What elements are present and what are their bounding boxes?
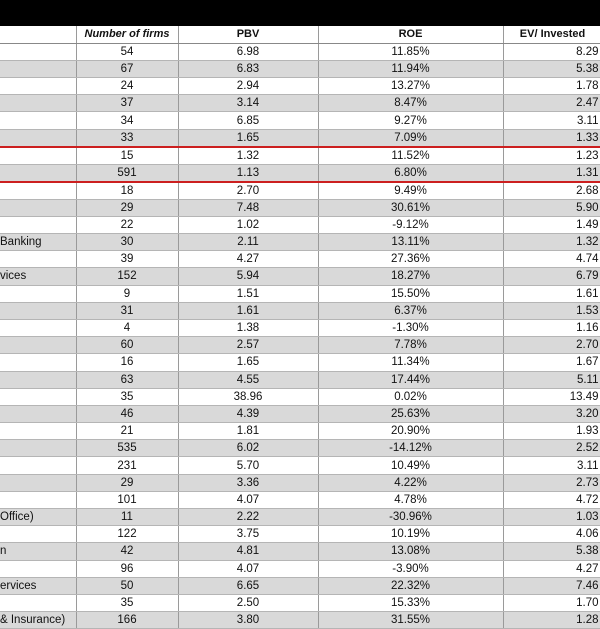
firms-cell: 60: [76, 337, 178, 354]
ev-invested-cell: 8.29: [503, 43, 600, 60]
table-row: [0, 251, 600, 268]
pbv-cell: 1.61: [178, 302, 318, 319]
table-row: [0, 147, 600, 165]
industry-cell: [0, 164, 76, 182]
roe-cell: 30.61%: [318, 199, 503, 216]
table-row: [0, 594, 600, 611]
ev-invested-cell: 1.32: [503, 234, 600, 251]
industry-cell: [0, 182, 76, 200]
firms-cell: 122: [76, 526, 178, 543]
industry-cell: [0, 560, 76, 577]
roe-cell: 4.78%: [318, 491, 503, 508]
roe-cell: 17.44%: [318, 371, 503, 388]
firms-cell: 33: [76, 129, 178, 147]
table-row: [0, 560, 600, 577]
industry-cell: [0, 199, 76, 216]
ev-invested-cell: 5.11: [503, 371, 600, 388]
industry-cell: [0, 594, 76, 611]
pbv-cell: 4.55: [178, 371, 318, 388]
roe-cell: -1.30%: [318, 319, 503, 336]
table-row: [0, 543, 600, 560]
table-row: [0, 319, 600, 336]
ev-invested-cell: 1.31: [503, 164, 600, 182]
table-row: [0, 78, 600, 95]
industry-cell: [0, 474, 76, 491]
firms-cell: 46: [76, 405, 178, 422]
pbv-cell: 3.75: [178, 526, 318, 543]
firms-cell: 31: [76, 302, 178, 319]
roe-cell: 11.34%: [318, 354, 503, 371]
table-row: [0, 234, 600, 251]
industry-cell: [0, 129, 76, 147]
industry-cell: [0, 251, 76, 268]
table-row: [0, 577, 600, 594]
industry-cell: & Insurance): [0, 612, 76, 629]
roe-cell: 10.19%: [318, 526, 503, 543]
pbv-cell: 5.94: [178, 268, 318, 285]
industry-cell: [0, 147, 76, 165]
ev-invested-cell: 1.16: [503, 319, 600, 336]
roe-cell: 4.22%: [318, 474, 503, 491]
firms-cell: 63: [76, 371, 178, 388]
table-row: [0, 199, 600, 216]
pbv-cell: 6.02: [178, 440, 318, 457]
firms-cell: 50: [76, 577, 178, 594]
firms-cell: 29: [76, 199, 178, 216]
table-row: [0, 337, 600, 354]
ev-invested-cell: 13.49: [503, 388, 600, 405]
header-ev-invested: EV/ Invested: [503, 26, 600, 43]
ev-invested-cell: 4.27: [503, 560, 600, 577]
firms-cell: 11: [76, 509, 178, 526]
table-row: [0, 268, 600, 285]
ev-invested-cell: 1.61: [503, 285, 600, 302]
industry-cell: ervices: [0, 577, 76, 594]
firms-cell: 29: [76, 474, 178, 491]
table-row: [0, 474, 600, 491]
header-row: [0, 26, 600, 43]
pbv-cell: 1.13: [178, 164, 318, 182]
pbv-cell: 2.94: [178, 78, 318, 95]
industry-cell: vices: [0, 268, 76, 285]
header-roe: ROE: [318, 26, 503, 43]
roe-cell: 25.63%: [318, 405, 503, 422]
pbv-cell: 3.80: [178, 612, 318, 629]
roe-cell: 11.52%: [318, 147, 503, 165]
roe-cell: 7.09%: [318, 129, 503, 147]
industry-cell: [0, 440, 76, 457]
ev-invested-cell: 7.46: [503, 577, 600, 594]
table-row: [0, 371, 600, 388]
roe-cell: 13.08%: [318, 543, 503, 560]
pbv-cell: 1.02: [178, 216, 318, 233]
pbv-cell: 38.96: [178, 388, 318, 405]
industry-cell: [0, 60, 76, 77]
pbv-cell: 4.07: [178, 491, 318, 508]
pbv-cell: 2.57: [178, 337, 318, 354]
table-row: [0, 440, 600, 457]
firms-cell: 535: [76, 440, 178, 457]
roe-cell: 0.02%: [318, 388, 503, 405]
industry-cell: [0, 337, 76, 354]
table-row: [0, 112, 600, 129]
table-row: [0, 285, 600, 302]
ev-invested-cell: 1.67: [503, 354, 600, 371]
industry-cell: Banking: [0, 234, 76, 251]
ev-invested-cell: 3.11: [503, 112, 600, 129]
ev-invested-cell: 1.93: [503, 423, 600, 440]
pbv-cell: 2.50: [178, 594, 318, 611]
pbv-cell: 4.39: [178, 405, 318, 422]
pbv-cell: 6.85: [178, 112, 318, 129]
roe-cell: 9.49%: [318, 182, 503, 200]
roe-cell: 13.27%: [318, 78, 503, 95]
firms-cell: 35: [76, 388, 178, 405]
ev-invested-cell: 2.52: [503, 440, 600, 457]
header-number-of-firms: Number of firms: [76, 26, 178, 43]
table-row: [0, 388, 600, 405]
roe-cell: 31.55%: [318, 612, 503, 629]
firms-cell: 54: [76, 43, 178, 60]
firms-cell: 34: [76, 112, 178, 129]
ev-invested-cell: 5.38: [503, 60, 600, 77]
industry-cell: [0, 78, 76, 95]
roe-cell: 11.85%: [318, 43, 503, 60]
pbv-cell: 1.51: [178, 285, 318, 302]
ev-invested-cell: 2.47: [503, 95, 600, 112]
firms-cell: 37: [76, 95, 178, 112]
top-dark-bar: [0, 0, 600, 26]
ev-invested-cell: 1.33: [503, 129, 600, 147]
firms-cell: 22: [76, 216, 178, 233]
firms-cell: 101: [76, 491, 178, 508]
pbv-cell: 1.32: [178, 147, 318, 165]
pbv-cell: 2.70: [178, 182, 318, 200]
industry-cell: [0, 43, 76, 60]
ev-invested-cell: 5.38: [503, 543, 600, 560]
ev-invested-cell: 6.79: [503, 268, 600, 285]
industry-cell: [0, 457, 76, 474]
table-row: [0, 457, 600, 474]
table-row: [0, 612, 600, 629]
roe-cell: 6.80%: [318, 164, 503, 182]
ev-invested-cell: 1.78: [503, 78, 600, 95]
roe-cell: -3.90%: [318, 560, 503, 577]
roe-cell: 22.32%: [318, 577, 503, 594]
roe-cell: 20.90%: [318, 423, 503, 440]
pbv-cell: 4.27: [178, 251, 318, 268]
industry-cell: n: [0, 543, 76, 560]
table-row: [0, 164, 600, 182]
roe-cell: 10.49%: [318, 457, 503, 474]
pbv-cell: 6.65: [178, 577, 318, 594]
industry-cell: [0, 491, 76, 508]
pbv-cell: 2.22: [178, 509, 318, 526]
industry-cell: [0, 526, 76, 543]
pbv-cell: 5.70: [178, 457, 318, 474]
ev-invested-cell: 1.70: [503, 594, 600, 611]
ev-invested-cell: 2.70: [503, 337, 600, 354]
firms-cell: 24: [76, 78, 178, 95]
valuation-table: [0, 26, 600, 629]
industry-cell: Office): [0, 509, 76, 526]
table-row: [0, 509, 600, 526]
table-row: [0, 60, 600, 77]
pbv-cell: 2.11: [178, 234, 318, 251]
roe-cell: 15.33%: [318, 594, 503, 611]
table-row: [0, 43, 600, 60]
pbv-cell: 4.07: [178, 560, 318, 577]
industry-cell: [0, 388, 76, 405]
industry-cell: [0, 354, 76, 371]
firms-cell: 16: [76, 354, 178, 371]
pbv-cell: 1.38: [178, 319, 318, 336]
roe-cell: -14.12%: [318, 440, 503, 457]
firms-cell: 166: [76, 612, 178, 629]
table-row: [0, 95, 600, 112]
table-row: [0, 129, 600, 147]
firms-cell: 21: [76, 423, 178, 440]
pbv-cell: 7.48: [178, 199, 318, 216]
industry-cell: [0, 302, 76, 319]
ev-invested-cell: 2.68: [503, 182, 600, 200]
roe-cell: 18.27%: [318, 268, 503, 285]
table-row: [0, 302, 600, 319]
roe-cell: 11.94%: [318, 60, 503, 77]
industry-cell: [0, 95, 76, 112]
ev-invested-cell: 1.28: [503, 612, 600, 629]
firms-cell: 15: [76, 147, 178, 165]
ev-invested-cell: 4.72: [503, 491, 600, 508]
ev-invested-cell: 1.53: [503, 302, 600, 319]
pbv-cell: 3.14: [178, 95, 318, 112]
roe-cell: 9.27%: [318, 112, 503, 129]
pbv-cell: 3.36: [178, 474, 318, 491]
firms-cell: 96: [76, 560, 178, 577]
ev-invested-cell: 2.73: [503, 474, 600, 491]
table-row: [0, 405, 600, 422]
firms-cell: 35: [76, 594, 178, 611]
industry-cell: [0, 285, 76, 302]
table-row: [0, 526, 600, 543]
roe-cell: -30.96%: [318, 509, 503, 526]
ev-invested-cell: 3.20: [503, 405, 600, 422]
firms-cell: 30: [76, 234, 178, 251]
firms-cell: 4: [76, 319, 178, 336]
roe-cell: 13.11%: [318, 234, 503, 251]
roe-cell: 6.37%: [318, 302, 503, 319]
ev-invested-cell: 1.49: [503, 216, 600, 233]
ev-invested-cell: 4.06: [503, 526, 600, 543]
industry-cell: [0, 216, 76, 233]
firms-cell: 42: [76, 543, 178, 560]
firms-cell: 67: [76, 60, 178, 77]
industry-cell: [0, 423, 76, 440]
ev-invested-cell: 1.23: [503, 147, 600, 165]
table-row: [0, 491, 600, 508]
pbv-cell: 4.81: [178, 543, 318, 560]
industry-cell: [0, 112, 76, 129]
pbv-cell: 1.65: [178, 354, 318, 371]
ev-invested-cell: 4.74: [503, 251, 600, 268]
firms-cell: 39: [76, 251, 178, 268]
table-row: [0, 216, 600, 233]
industry-cell: [0, 405, 76, 422]
ev-invested-cell: 3.11: [503, 457, 600, 474]
roe-cell: 27.36%: [318, 251, 503, 268]
roe-cell: 8.47%: [318, 95, 503, 112]
firms-cell: 9: [76, 285, 178, 302]
pbv-cell: 1.65: [178, 129, 318, 147]
table-row: [0, 423, 600, 440]
firms-cell: 18: [76, 182, 178, 200]
firms-cell: 152: [76, 268, 178, 285]
firms-cell: 591: [76, 164, 178, 182]
pbv-cell: 1.81: [178, 423, 318, 440]
firms-cell: 231: [76, 457, 178, 474]
pbv-cell: 6.83: [178, 60, 318, 77]
industry-cell: [0, 319, 76, 336]
industry-cell: [0, 371, 76, 388]
roe-cell: -9.12%: [318, 216, 503, 233]
header-pbv: PBV: [178, 26, 318, 43]
pbv-cell: 6.98: [178, 43, 318, 60]
table-row: [0, 354, 600, 371]
ev-invested-cell: 5.90: [503, 199, 600, 216]
roe-cell: 7.78%: [318, 337, 503, 354]
header-industry: [0, 26, 76, 43]
table-row: [0, 182, 600, 200]
ev-invested-cell: 1.03: [503, 509, 600, 526]
roe-cell: 15.50%: [318, 285, 503, 302]
